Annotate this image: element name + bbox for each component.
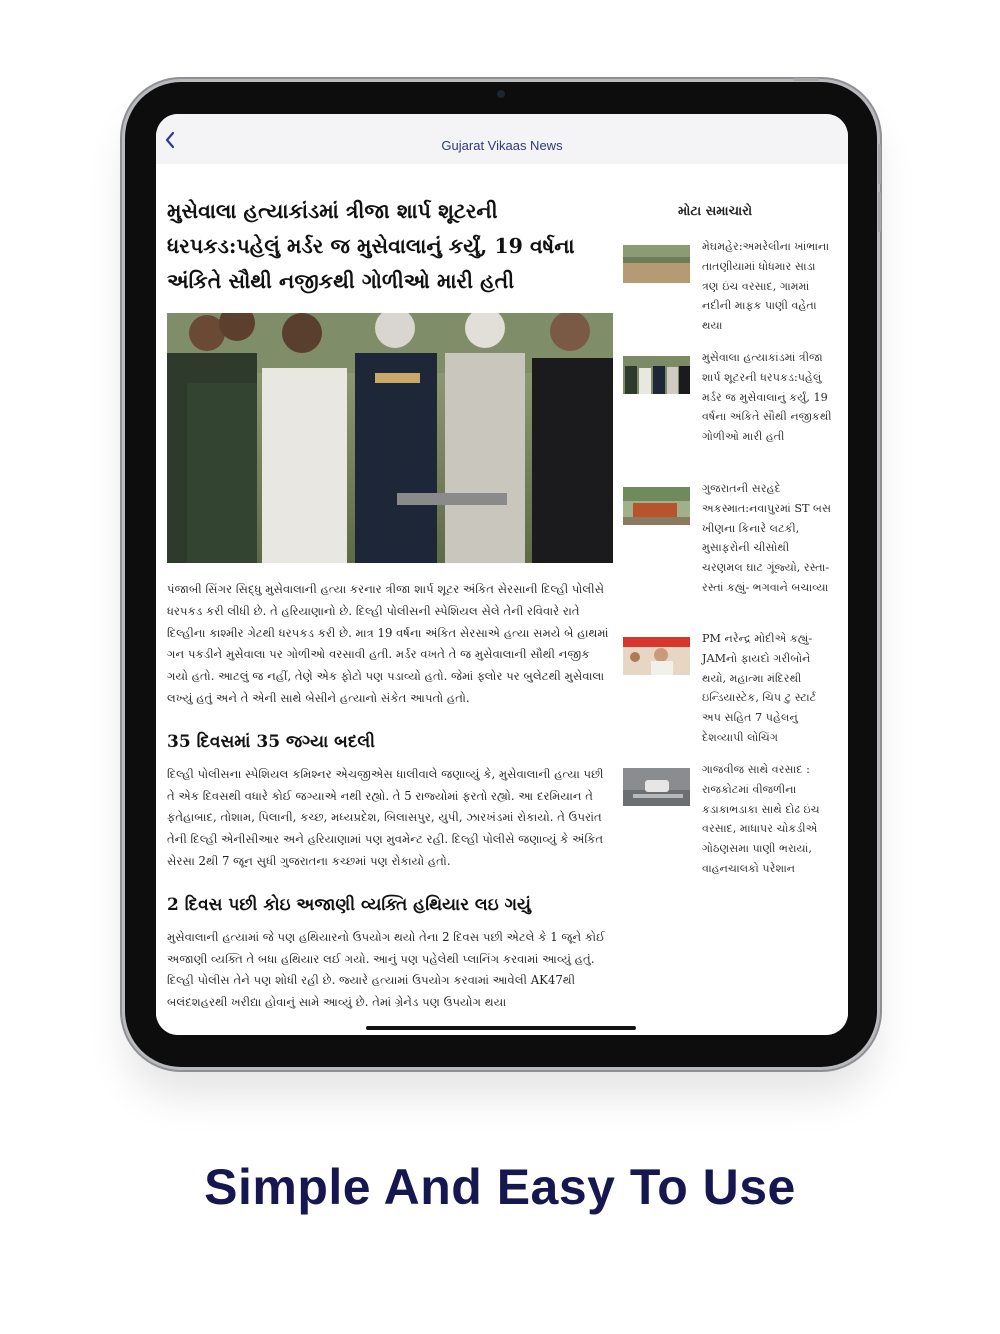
promo-tagline: Simple And Easy To Use: [204, 1159, 796, 1215]
article-hero-image: [167, 313, 613, 563]
news-thumbnail: [623, 356, 690, 394]
app-screen: [156, 114, 848, 1035]
article-body: [167, 194, 613, 1014]
news-thumbnail: [623, 487, 690, 525]
news-list-item[interactable]: [623, 348, 843, 479]
article-paragraph-3: મુસેવાલાની હત્યામાં જે પણ હથિયારનો ઉપયોગ થયો તેના 2 દિવસ પછી એટલે કે 1 જૂને કોઈ અજાણી વ્યક્તિ તે બધા હથિયાર લઈ ગયો. આનું પણ પહેલેથી પ્લાનિંગ કરવામાં આવ્યું હતું. દિલ્હી પોલીસ તેને પણ શોધી રહી છે. જ્યારે હત્યામાં ઉપયોગ કરવામાં આવેલી AK47થી બલંદશહરથી ખરીદ્યા હોવાનું સામે આવ્યું છે. તેમાં ગ્રેનેડ પણ ઉપયોગ થયા: [167, 929, 606, 1010]
news-headline[interactable]: મેઘમહેર:અમરેલીના ખાંભાના તાતણીયામાં ધોધમાર સાડા ત્રણ ઇંચ વરસાદ, ગામમાં નદીની માફક પાણી વહેતા થયા: [702, 240, 830, 333]
news-headline[interactable]: મુસેવાલા હત્યાકાંડમાં ત્રીજા શાર્પ શૂટરની ધરપકડ:પહેલું મર્ડર જ મુસેવાલાનું કર્યું, 19 વર્ષના અંકિતે સૌથી નજીકથી ગોળીઓ મારી હતી: [702, 351, 832, 444]
news-headline[interactable]: PM નરેન્દ્ર મોદીએ કહ્યું- JAMનો ફાયદો ગરીબોને થયો, મહાત્મા મંદિરથી ઇન્ડિયાસ્ટેક, ચિપ ટુ સ્ટાર્ટ અપ સહિત 7 પહેલનું દેશવ્યાપી લોચિંગ: [702, 632, 817, 744]
article-subheading-1: 35 દિવસમાં 35 જગ્યા બદલી: [167, 731, 376, 752]
volume-button: [793, 78, 819, 81]
news-list-item[interactable]: [623, 479, 843, 629]
home-indicator[interactable]: [366, 1026, 636, 1030]
side-button-top: [878, 144, 881, 184]
top-news-sidebar: [623, 204, 843, 891]
article-paragraph-2: દિલ્હી પોલીસના સ્પેશિયલ કમિશ્નર એચજીએસ ધાલીવાલે જણાવ્યું કે, મુસેવાલાની હત્યા પછી તે એક દિવસથી વધારે કોઈ જગ્યાએ નથી રહ્યો. તે 5 રાજ્યોમાં ફરતો રહ્યો. આ દરમિયાન તે ફતેહાબાદ, તોશામ, પિલાની, કચ્છ, મધ્યપ્રદેશ, બિલાસપુર, યુપી, ઝારખંડમાં રોકાયો. તે ઉપરાંત તેની દિલ્હી એનીસીઆર અને હરિયાણામાં પણ મુવમેન્ટ રહી. દિલ્હી પોલીસે જણાવ્યું કે અંકિત સેરસા 2થી 7 જૂન સુધી ગુજરાતના કચ્છમાં પણ રોકાયો હતો.: [167, 766, 604, 868]
article-content[interactable]: [156, 164, 848, 1035]
news-list-item[interactable]: [623, 629, 843, 760]
news-thumbnail: [623, 245, 690, 283]
tablet-frame: [125, 82, 877, 1067]
news-list-item[interactable]: [623, 760, 843, 891]
page-title: Gujarat Vikaas News: [441, 138, 563, 153]
article-subheading-2: 2 દિવસ પછી કોઇ અજાણી વ્યક્તિ હથિયાર લઇ ગયું: [167, 894, 531, 915]
article-paragraph-1: પંજાબી સિંગર સિદ્ધુ મુસેવાલાની હત્યા કરનાર ત્રીજા શાર્પ શૂટર અંકિત સેરસાની દિલ્હી પોલીસે ધરપકડ કરી લીધી છે. તે હરિયાણાનો છે. દિલ્હી પોલીસની સ્પેશિયલ સેલે તેની રવિવારે રાતે દિલ્હીના કાશ્મીર ગેટથી ધરપકડ કરી છે. માત્ર 19 વર્ષના અંકિત સેરસાએ હત્યા સમયે બે હાથમાં ગન પકડીને મુસેવાલા પર ગોળીઓ વરસાવી હતી. મર્ડર વખતે તે જ મુસેવાલાની સૌથી નજીક ગયો હતો. આટલું જ નહીં, તેણે એક ફોટો પણ પડાવ્યો હતો. જેમાં ફ્લોર પર બુલેટથી મુસેવાલા લખ્યું હતું અને તે એની સાથે બેસીને હત્યાનો સંકેત આપતો હતો.: [167, 582, 609, 705]
news-thumbnail: [623, 637, 690, 675]
news-thumbnail: [623, 768, 690, 806]
article-headline: મુસેવાલા હત્યાકાંડમાં ત્રીજા શાર્પ શૂટરની ધરપકડ:પહેલું મર્ડર જ મુસેવાલાનું કર્યું, 19 વર્ષના અંકિતે સૌથી નજીકથી ગોળીઓ મારી હતી: [167, 199, 575, 293]
news-headline[interactable]: ગાજવીજ સાથે વરસાદ : રાજકોટમાં વીજળીના કડાકાભડાકા સાથે દોઢ ઇંચ વરસાદ, માધાપર ચોકડીએ ગોઠણસમા પાણી ભરાયાં, વાહનચાલકો પરેશાન: [702, 763, 820, 875]
news-headline[interactable]: ગુજરાતની સરહદે અકસ્માત:નવાપુરમાં ST બસ ખીણના કિનારે લટકી, મુસાફરોની ચીસોથી ચરણમલ ઘાટ ગૂંજ્યો, રસ્તા-રસ્તાં કહ્યું- ભગવાને બચાવ્યા: [702, 482, 832, 594]
side-button-bottom: [878, 192, 881, 232]
navigation-bar: [156, 114, 848, 164]
sidebar-title: મોટા સમાચારો: [678, 204, 753, 219]
camera-icon: [497, 90, 505, 98]
news-list-item[interactable]: [623, 237, 843, 348]
